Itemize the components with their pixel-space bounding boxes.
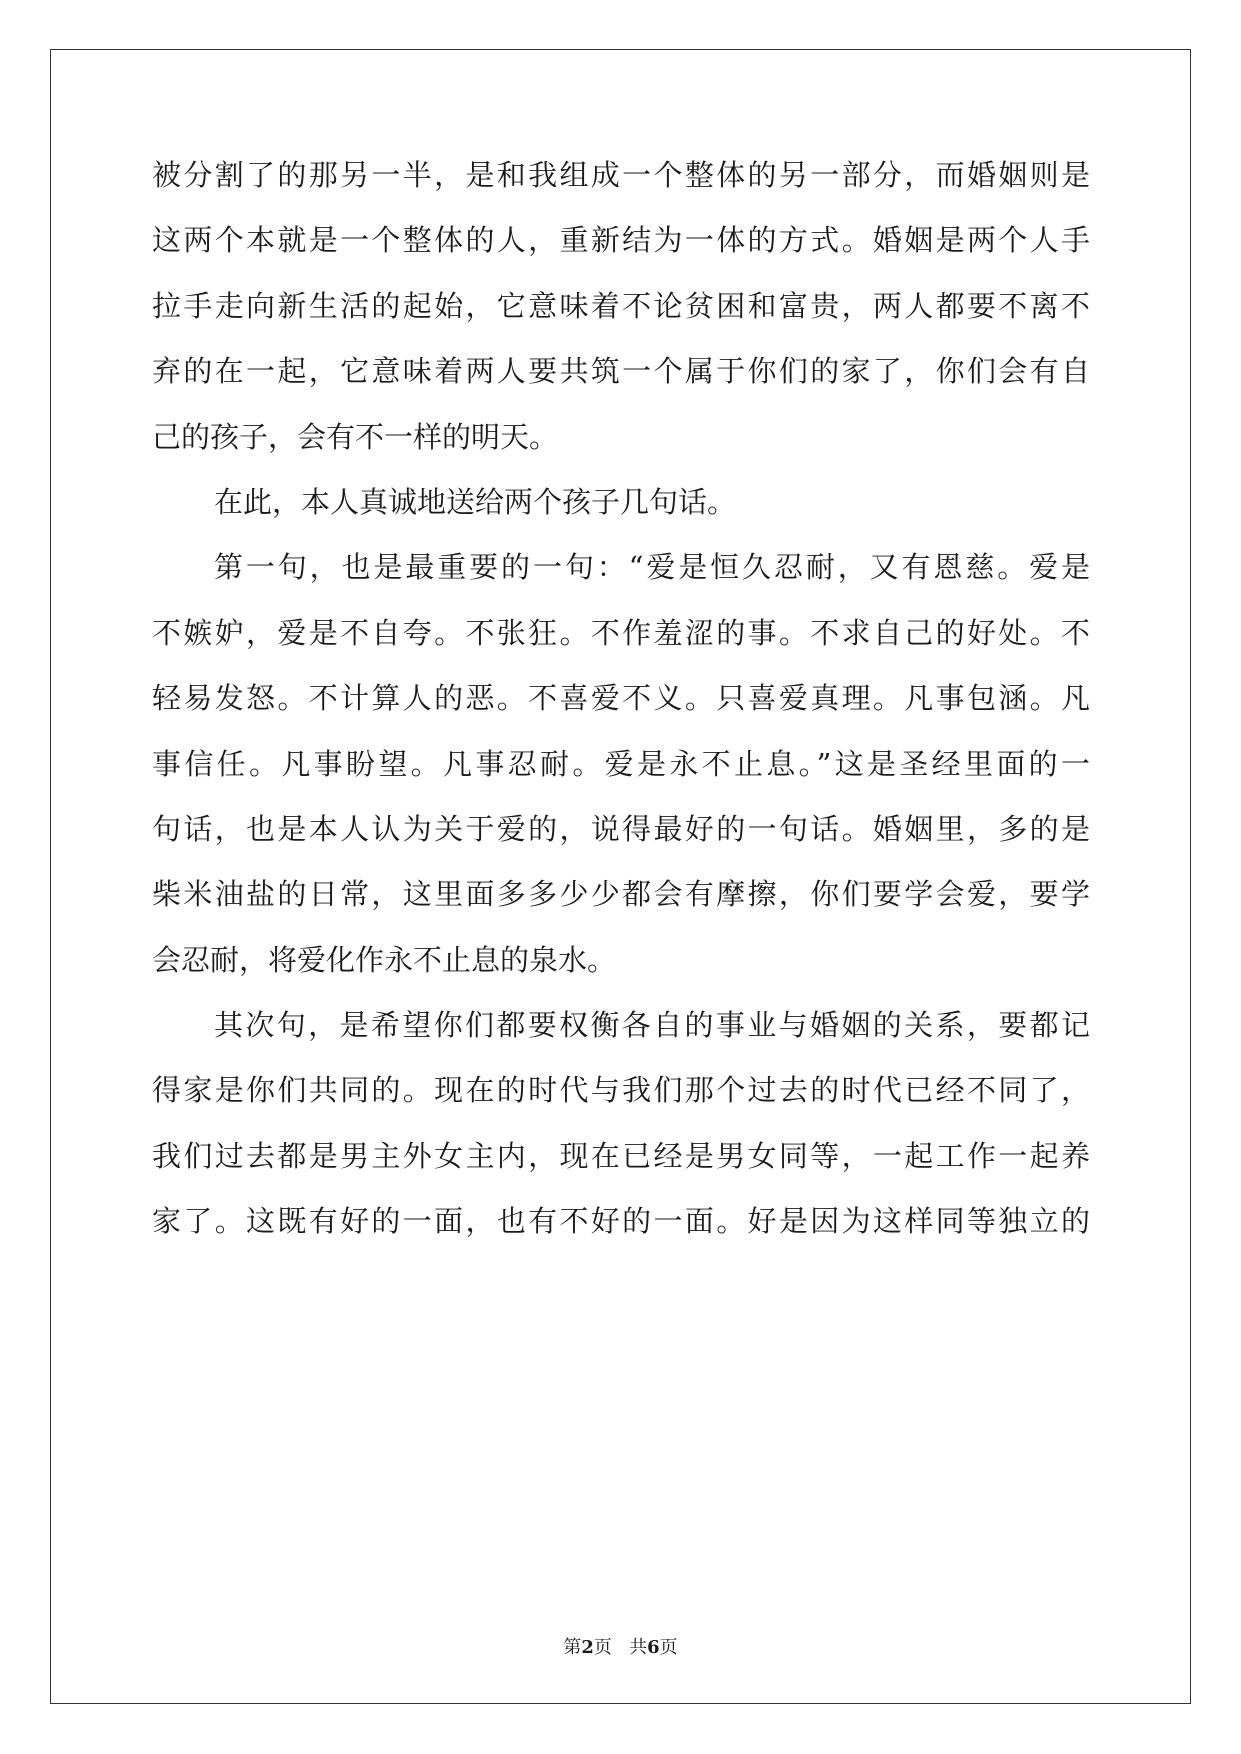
text-line: 不嫉妒，爱是不自夸。不张狂。不作羞涩的事。不求自己的好处。不: [152, 615, 1090, 650]
text-line: 会忍耐，将爱化作永不止息的泉水。: [152, 942, 617, 977]
text-line: 己的孩子，会有不一样的明天。: [152, 419, 559, 454]
text-line: 在此，本人真诚地送给两个孩子几句话。: [214, 484, 737, 519]
text-line: 事信任。凡事盼望。凡事忍耐。爱是永不止息。”这是圣经里面的一: [152, 746, 1090, 781]
text-line: 得家是你们共同的。现在的时代与我们那个过去的时代已经不同了，: [152, 1073, 1090, 1108]
total-pages: 6: [647, 1637, 660, 1658]
text-line: 柴米油盐的日常，这里面多多少少都会有摩擦，你们要学会爱，要学: [152, 877, 1090, 912]
text-line: 其次句，是希望你们都要权衡各自的事业与婚姻的关系，要都记: [214, 1008, 1090, 1043]
text-line: 轻易发怒。不计算人的恶。不喜爱不义。只喜爱真理。凡事包涵。凡: [152, 681, 1090, 716]
page-suffix: 页: [593, 1637, 612, 1658]
text-line: 被分割了的那另一半，是和我组成一个整体的另一部分，而婚姻则是: [152, 158, 1090, 192]
page-number: 2: [581, 1637, 594, 1658]
total-suffix: 页: [659, 1637, 678, 1658]
page-footer: [0, 1636, 1241, 1660]
text-line: 第一句，也是最重要的一句：“爱是恒久忍耐，又有恩慈。爱是: [214, 550, 1090, 585]
text-line: 这两个本就是一个整体的人，重新结为一体的方式。婚姻是两个人手: [152, 223, 1090, 258]
text-line: 家了。这既有好的一面，也有不好的一面。好是因为这样同等独立的: [152, 1204, 1090, 1239]
text-line: 我们过去都是男主外女主内，现在已经是男女同等，一起工作一起养: [152, 1138, 1090, 1173]
text-line: 拉手走向新生活的起始，它意味着不论贫困和富贵，两人都要不离不: [152, 288, 1090, 323]
total-prefix: 共: [629, 1637, 648, 1658]
text-line: 弃的在一起，它意味着两人要共筑一个属于你们的家了，你们会有自: [152, 354, 1090, 389]
document-body: [152, 155, 1090, 1267]
page-prefix: 第: [563, 1637, 582, 1658]
text-line: 句话，也是本人认为关于爱的，说得最好的一句话。婚姻里，多的是: [152, 811, 1090, 846]
